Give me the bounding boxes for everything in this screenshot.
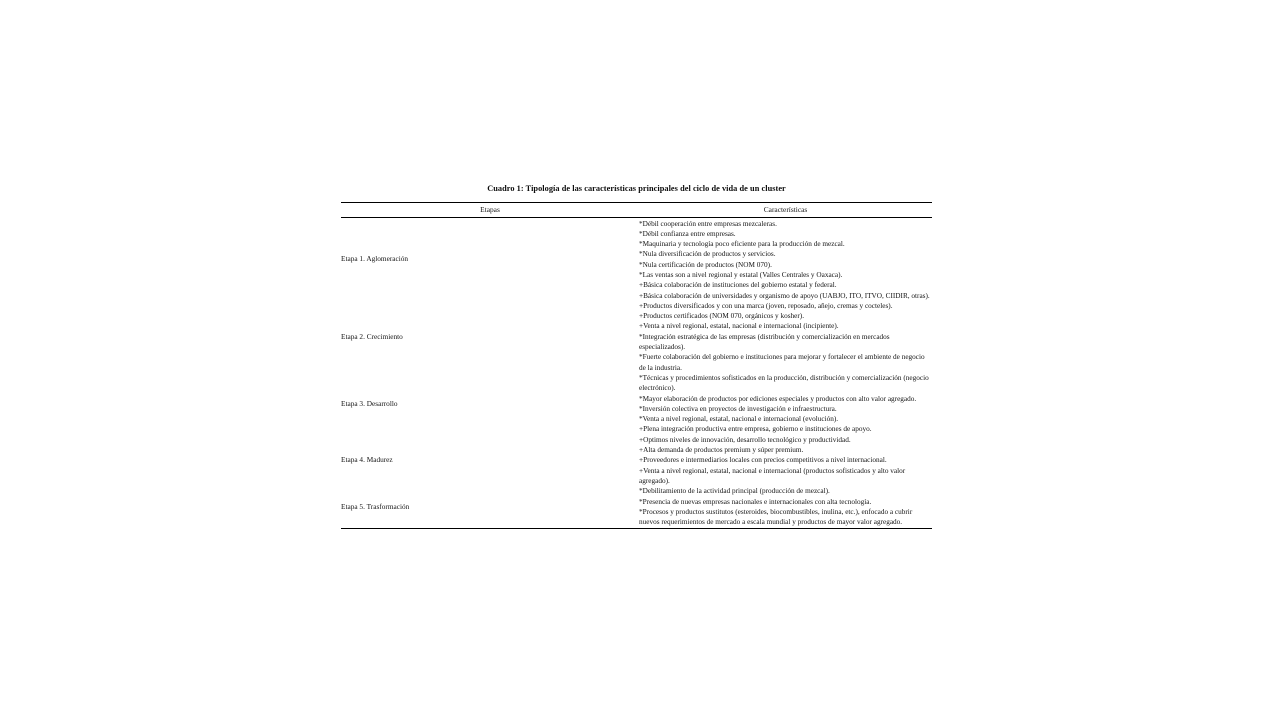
caracteristicas-list (639, 486, 932, 528)
caracteristicas-cell (639, 373, 932, 435)
list-item: *Mayor elaboración de productos por ediciones especiales y productos con alto valor agregado. (639, 394, 917, 403)
table-row (341, 486, 932, 529)
list-item: *Procesos y productos sustitutos (esteroides, biocombustibles, inulina, etc.), enfocado a cubrir nuevos requerimientos de mercado a escala mundial y productos de mayor valor agregado. (639, 507, 913, 527)
caracteristicas-cell (639, 486, 932, 529)
caracteristicas-list (639, 301, 932, 373)
list-item: *Presencia de nuevas empresas nacionales e internacionales con alta tecnología. (639, 497, 872, 506)
caracteristicas-cell (639, 218, 932, 301)
list-item: *Inversión colectiva en proyectos de investigación e infraestructura. (639, 404, 837, 413)
list-item: +Plena integración productiva entre empresa, gobierno e instituciones de apoyo. (639, 425, 872, 434)
list-item: *Debilitamiento de la actividad principal (producción de mezcal). (639, 487, 830, 496)
list-item: *Nula certificación de productos (NOM 070). (639, 260, 772, 269)
table-body (341, 218, 932, 529)
column-header-etapas: Etapas (480, 204, 500, 214)
table-row (341, 301, 932, 373)
table-header (341, 203, 932, 218)
list-item: +Venta a nivel regional, estatal, nacional e internacional (incipiente). (639, 322, 839, 331)
caracteristicas-list (639, 218, 932, 301)
list-item: *Las ventas son a nivel regional y estatal (Valles Centrales y Oaxaca). (639, 270, 843, 279)
list-item: +Productos diversificados y con una marca (joven, reposado, añejo, cremas y cocteles). (639, 301, 893, 310)
table-row (341, 435, 932, 486)
caracteristicas-cell (639, 435, 932, 486)
etapa-label: Etapa 5. Trasformación (341, 502, 410, 512)
list-item: *Débil cooperación entre empresas mezcaleras. (639, 219, 777, 228)
list-item: *Débil confianza entre empresas. (639, 229, 736, 238)
list-item: *Nula diversificación de productos y servicios. (639, 250, 776, 259)
list-item: *Maquinaria y tecnología poco eficiente para la producción de mezcal. (639, 240, 845, 249)
list-item: +Optimos niveles de innovación, desarrollo tecnológico y productividad. (639, 435, 851, 444)
caracteristicas-list (639, 373, 932, 435)
list-item: +Proveedores e intermediarios locales con precios competitivos a nivel internacional. (639, 456, 887, 465)
list-item: +Productos certificados (NOM 070, orgánicos y kosher). (639, 312, 805, 321)
cluster-lifecycle-table (341, 202, 932, 529)
etapa-label: Etapa 2. Crecimiento (341, 331, 403, 341)
list-item: +Alta demanda de productos premium y súper premium. (639, 446, 804, 455)
etapa-label: Etapa 4. Madurez (341, 455, 393, 465)
caracteristicas-cell (639, 301, 932, 373)
table-row (341, 218, 932, 301)
column-header-caracteristicas: Características (763, 204, 808, 214)
list-item: +Venta a nivel regional, estatal, nacional e internacional (productos sofisticados y alto valor agregado). (639, 466, 906, 485)
list-item: +Básica colaboración de instituciones del gobierno estatal y federal. (639, 281, 837, 290)
etapa-label: Etapa 3. Desarrollo (341, 398, 398, 408)
list-item: *Integración estratégica de las empresas (distribución y comercialización en mercados especializados). (639, 332, 890, 352)
list-item: *Venta a nivel regional, estatal, nacional e internacional (evolución). (639, 415, 839, 424)
caracteristicas-list (639, 435, 932, 486)
list-item: +Básica colaboración de universidades y organismo de apoyo (UABJO, ITO, ITVO, CIIDIR, otras). (639, 291, 930, 300)
list-item: *Fuerte colaboración del gobierno e instituciones para mejorar y fortalecer el ambiente de negocio de la industria. (639, 353, 925, 372)
table-caption: Cuadro 1: Tipología de las características principales del ciclo de vida de un cluster (487, 184, 786, 193)
table-header-row (341, 203, 932, 218)
etapa-label: Etapa 1. Aglomeración (341, 254, 409, 264)
table-sheet (341, 183, 932, 529)
table-row (341, 373, 932, 435)
list-item: *Técnicas y procedimientos sofisticados en la producción, distribución y comercialización (negocio electrónico). (639, 373, 929, 393)
